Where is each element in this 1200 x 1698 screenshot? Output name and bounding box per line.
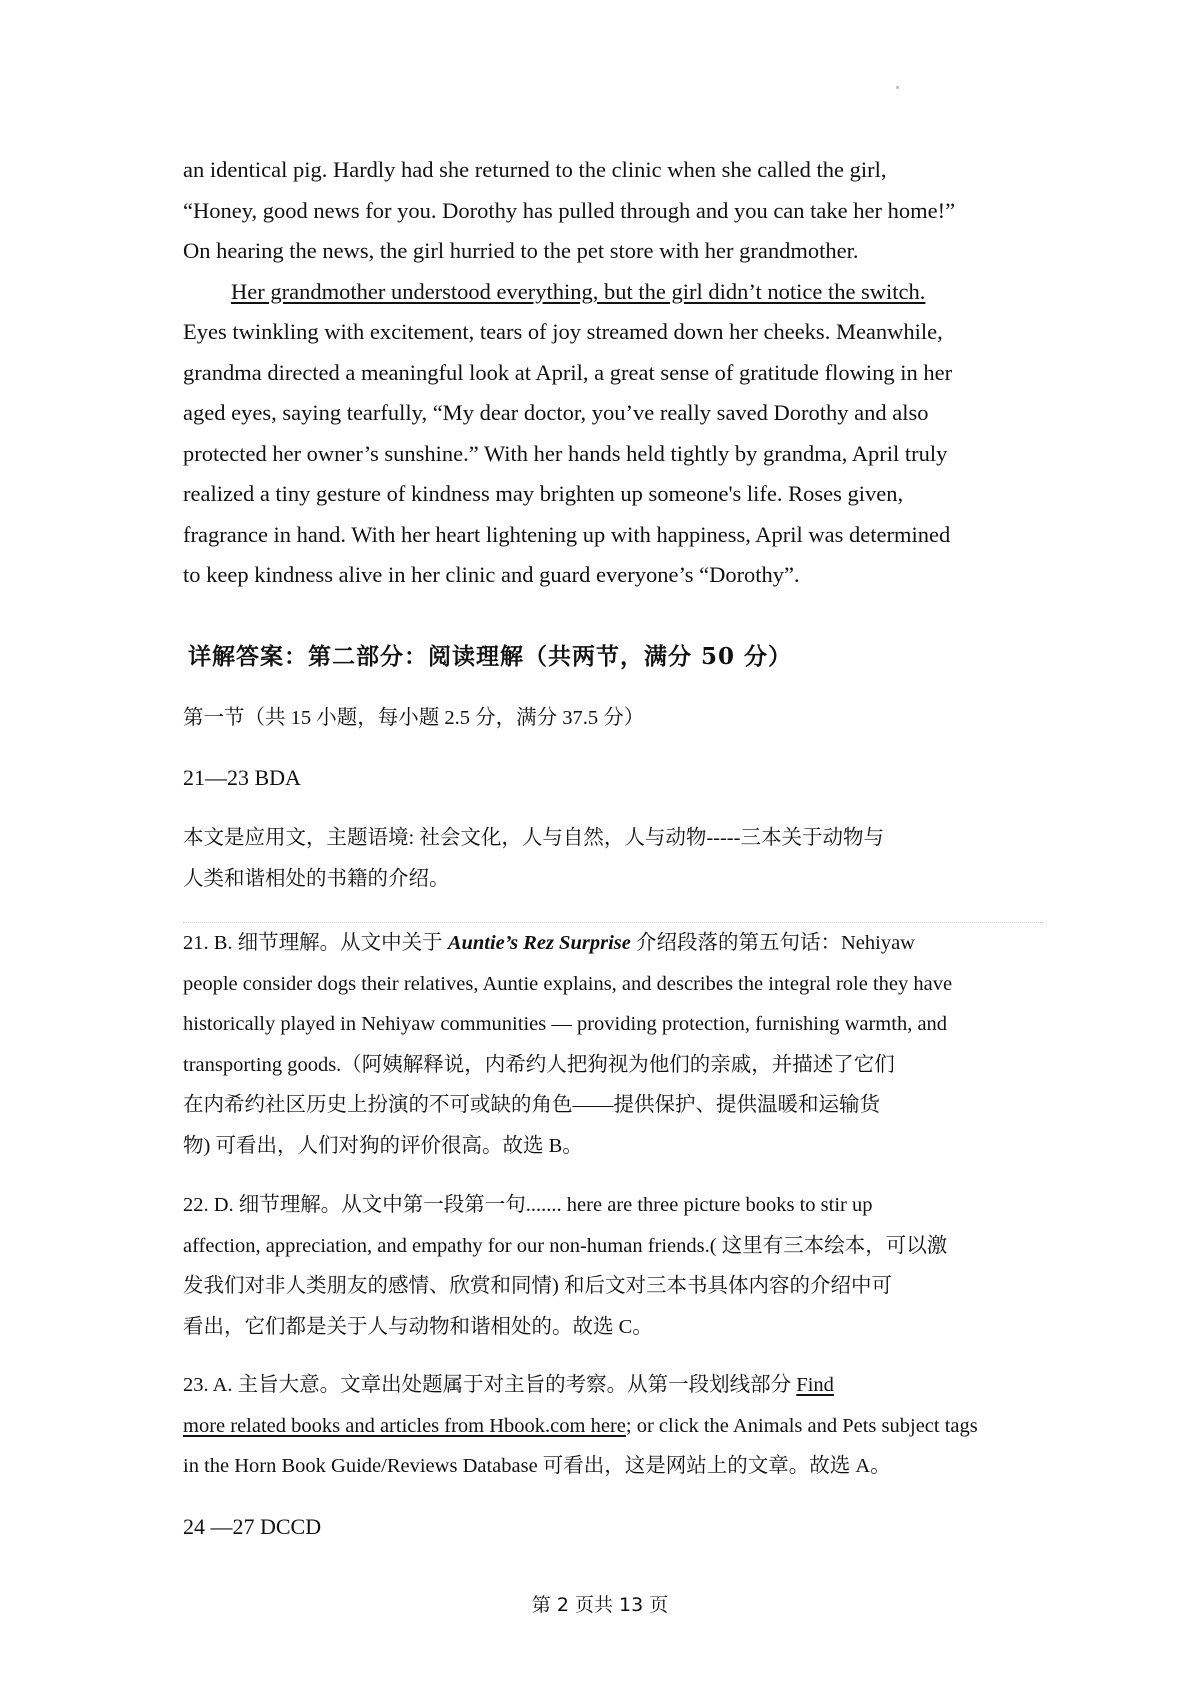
story-line: “Honey, good news for you. Dorothy has pulled through and you can take her home!” (183, 197, 956, 223)
story-line: Eyes twinkling with excitement, tears of joy streamed down her cheeks. Meanwhile, (183, 319, 943, 344)
story-line: fragrance in hand. With her heart lightening up with happiness, April was determined (183, 521, 951, 547)
story-paragraph-2 (183, 272, 1043, 596)
summary-line: 本文是应用文，主题语境: 社会文化，人与自然，人与动物-----三本关于动物与 (183, 827, 884, 849)
answer-group-24-27: 24 —27 DCCD (183, 1514, 322, 1539)
underlined-sentence: Her grandmother understood everything, but the girl didn’t notice the switch. (231, 278, 926, 304)
story-line: an identical pig. Hardly had she returned to the clinic when she called the girl, (183, 157, 887, 182)
answer-group-21-23: 21—23 BDA (183, 765, 301, 790)
answer-explanation-21: 21. B. 细节理解。从文中关于 Auntie’s Rez Surprise 介绍段落的第五句话：Nehiyaw people consider dogs their relatives, Auntie explains, and describes the integral role they have historically played in Nehiyaw communities — providing protection, furnishing warmth, and transporting goods.（阿姨解释说，内希约人把狗视为他们的亲戚，并描述了它们 在内希约社区历史上扮演的不可或缺的角色——提供保护、提供温暖和运输货 物) 可看出，人们对狗的评价很高。故选 B。 (183, 922, 1043, 1166)
section-title: 详解答案：第二部分：阅读理解（共两节，满分 50 分） (188, 643, 793, 670)
page-number-footer: 第 2 页共 13 页 (531, 1594, 669, 1616)
story-text (183, 150, 1043, 596)
scan-speck (896, 86, 899, 89)
story-line: grandma directed a meaningful look at April, a great sense of gratitude flowing in her (183, 359, 953, 385)
story-line: realized a tiny gesture of kindness may brighten up someone's life. Roses given, (183, 481, 904, 506)
subsection-heading: 第一节（共 15 小题，每小题 2.5 分，满分 37.5 分） (183, 707, 645, 729)
answer-explanation-23: 23. A. 主旨大意。文章出处题属于对主旨的考察。从第一段划线部分 Find more related books and articles from Hbook.com here; or click the Animals and Pets subject tags in the Horn Book Guide/Reviews Database 可看出，这是网站上的文章。故选 A。 (183, 1374, 978, 1477)
passage-summary (183, 818, 1043, 899)
story-line: aged eyes, saying tearfully, “My dear doctor, you’ve really saved Dorothy and also (183, 400, 929, 425)
story-paragraph-1 (183, 150, 1043, 272)
story-line: protected her owner’s sunshine.” With her hands held tightly by grandma, April truly (183, 440, 948, 466)
book-title: Auntie’s Rez Surprise (447, 932, 631, 954)
story-line: to keep kindness alive in her clinic and guard everyone’s “Dorothy”. (183, 562, 800, 587)
summary-line: 人类和谐相处的书籍的介绍。 (183, 867, 450, 890)
story-line: On hearing the news, the girl hurried to the pet store with her grandmother. (183, 238, 859, 263)
answer-explanation-22: 22. D. 细节理解。从文中第一段第一句....... here are three picture books to stir up affection, appreciation, and empathy for our non-human friends.( 这里有三本绘本，可以激 发我们对非人类朋友的感情、欣赏和同情) 和后文对三本书具体内容的介绍中可 看出，它们都是关于人与动物和谐相处的。故选 C。 (183, 1194, 948, 1338)
source-link: more related books and articles from Hbook.com here (183, 1414, 626, 1437)
source-link: Find (796, 1374, 834, 1396)
